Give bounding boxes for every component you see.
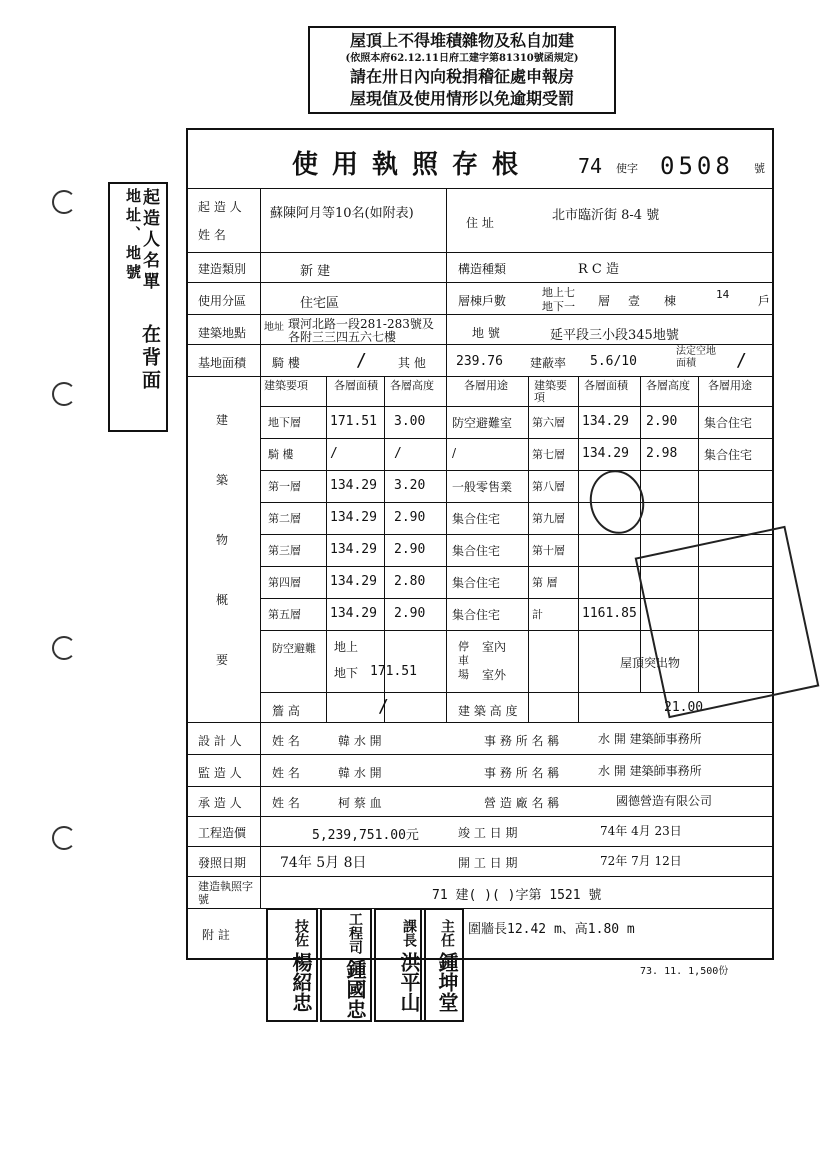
value-use-zone: 住宅區 (300, 296, 340, 311)
label-site-sub: 地址 (264, 322, 284, 333)
value-start: 72年 7月 12日 (600, 854, 682, 868)
notice-box (308, 26, 616, 114)
building-right-height: 2.98 (646, 446, 678, 461)
stamp2-role: 工程司 (347, 911, 363, 954)
building-header-cell: 各層面積 (584, 379, 628, 392)
punch-hole-icon (52, 826, 76, 850)
building-left-height: 3.00 (394, 414, 426, 429)
building-right-floor: 計 (532, 608, 543, 621)
building-left-area: 134.29 (330, 542, 377, 557)
label-supervisor-name: 姓 名 (272, 766, 300, 780)
building-header-cell: 各層用途 (708, 379, 752, 392)
unit-bldg: 棟 (664, 294, 677, 308)
label-address: 住 址 (466, 216, 494, 230)
building-right-area: 1161.85 (582, 606, 637, 621)
approval-stamp-3 (374, 908, 426, 1022)
permit-year: 74 (578, 154, 603, 178)
value-complete: 74年 4月 23日 (600, 824, 682, 838)
label-designer-office: 事 務 所 名 稱 (484, 734, 560, 748)
label-supervisor-office: 事 務 所 名 稱 (484, 766, 560, 780)
approval-stamp-1 (266, 908, 318, 1022)
label-arcade: 騎 樓 (272, 356, 300, 370)
permit-suffix: 號 (754, 162, 765, 175)
building-left-height: 2.90 (394, 510, 426, 525)
building-left-height: 3.20 (394, 478, 426, 493)
side-col3: 在背面 (139, 324, 161, 393)
label-bldg-height: 建 築 高 度 (458, 704, 518, 718)
building-left-area: 134.29 (330, 510, 377, 525)
label-parking-out: 室外 (482, 668, 507, 682)
stamp2-name: 鍾國忠 (343, 958, 367, 1019)
value-eave: / (378, 696, 389, 717)
building-side-char: 築 (216, 473, 229, 487)
building-header-cell: 建築要項 (534, 379, 567, 404)
label-structure: 構造種類 (458, 262, 507, 276)
value-other: 239.76 (456, 354, 503, 369)
building-side-char: 要 (216, 653, 229, 667)
value-note: 圍牆長12.42 m、高1.80 m (468, 922, 635, 937)
value-coverage: 5.6/10 (590, 354, 637, 369)
value-structure: R C 造 (578, 262, 619, 277)
label-note: 附 註 (202, 928, 230, 942)
building-left-height: 2.80 (394, 574, 426, 589)
notice-line1: 屋頂上不得堆積雜物及私自加建 (349, 31, 574, 50)
notice-line2: (依照本府62.12.11日府工建字第81310號函規定) (345, 53, 579, 64)
value-contractor: 柯 蔡 血 (338, 796, 382, 810)
value-floors-below: 地下一 (542, 300, 575, 313)
building-right-floor: 第九層 (532, 512, 565, 525)
value-arcade: / (356, 350, 367, 371)
building-left-height: / (394, 446, 402, 461)
value-legal-open: / (736, 350, 747, 371)
building-left-area: 134.29 (330, 478, 377, 493)
label-site: 建築地點 (198, 326, 247, 340)
building-header-cell: 各層用途 (464, 379, 508, 392)
building-right-area: 134.29 (582, 414, 629, 429)
building-right-height: 2.90 (646, 414, 678, 429)
stamp3-name: 洪平山 (397, 951, 421, 1012)
label-floors: 層棟戶數 (458, 294, 507, 308)
label-lot: 地 號 (472, 326, 500, 340)
building-left-floor: 第三層 (268, 544, 301, 557)
building-left-area: 171.51 (330, 414, 377, 429)
label-use-zone: 使用分區 (198, 294, 247, 308)
label-roof: 屋頂突出物 (620, 656, 681, 670)
building-left-use: / (452, 446, 457, 460)
punch-hole-icon (52, 382, 76, 406)
value-address: 北市臨沂街 8-4 號 (552, 208, 660, 223)
label-designer-name: 姓 名 (272, 734, 300, 748)
building-right-floor: 第八層 (532, 480, 565, 493)
building-left-floor: 地下層 (268, 416, 301, 429)
side-col1: 起造人名單 (139, 188, 159, 293)
value-households: 14 (716, 288, 730, 301)
building-left-area: 134.29 (330, 574, 377, 589)
permit-number: 0508 (660, 152, 734, 180)
form-footer: 73. 11. 1,500份 (640, 966, 729, 977)
stamp1-role: 技佐 (293, 918, 309, 947)
building-left-area: / (330, 446, 338, 461)
building-left-use: 集合住宅 (452, 512, 501, 526)
building-side-label (216, 390, 232, 690)
approval-stamp-4 (420, 908, 464, 1022)
building-right-floor: 第 層 (532, 576, 558, 589)
unit-floors: 層 (598, 294, 611, 308)
label-contractor: 承 造 人 (198, 796, 242, 810)
label-shelter: 防空避難 (272, 642, 316, 655)
label-area: 基地面積 (198, 356, 247, 370)
value-site: 環河北路一段281-283號及各附三三四五六七樓 (288, 317, 434, 344)
value-bldg-count: 壹 (628, 294, 641, 308)
form-title: 使用執照存根 (292, 150, 533, 180)
official-seal-icon (635, 526, 820, 718)
label-designer: 設 計 人 (198, 734, 242, 748)
label-eave: 簷 高 (272, 704, 300, 718)
punch-hole-icon (52, 636, 76, 660)
building-left-use: 集合住宅 (452, 544, 501, 558)
unit-households: 戶 (758, 294, 771, 308)
value-floors-above: 地上七 (542, 286, 575, 299)
building-left-floor: 騎 樓 (268, 448, 294, 461)
building-left-height: 2.90 (394, 606, 426, 621)
building-left-height: 2.90 (394, 542, 426, 557)
building-left-floor: 第五層 (268, 608, 301, 621)
stamp1-name: 楊紹忠 (289, 951, 313, 1012)
value-supervisor: 韓 水 開 (338, 766, 382, 780)
punch-hole-icon (52, 190, 76, 214)
label-issue: 發照日期 (198, 856, 247, 870)
building-header-cell: 建築要項 (264, 379, 308, 392)
building-right-use: 集合住宅 (704, 416, 753, 430)
stamp4-name: 鍾坤堂 (435, 951, 459, 1012)
value-applicant: 蘇陳阿月等10名(如附表) (270, 206, 414, 221)
building-left-floor: 第二層 (268, 512, 301, 525)
label-name: 姓 名 (198, 228, 226, 242)
building-left-use: 集合住宅 (452, 608, 501, 622)
side-note (108, 182, 168, 432)
label-parking-in: 室內 (482, 640, 507, 654)
building-right-area: 134.29 (582, 446, 629, 461)
label-cost: 工程造價 (198, 826, 247, 840)
building-right-floor: 第十層 (532, 544, 565, 557)
value-designer-office: 水 開 建築師事務所 (598, 732, 702, 746)
label-build-type: 建造類別 (198, 262, 247, 276)
building-right-floor: 第六層 (532, 416, 565, 429)
notice-line3: 請在卅日內向稅捐稽征處申報房 (349, 67, 574, 86)
permit-form (186, 128, 774, 960)
building-side-char: 概 (216, 593, 229, 607)
value-lot: 延平段三小段345地號 (550, 328, 679, 343)
value-permit: 71 建( )( )字第 1521 號 (432, 888, 602, 903)
label-contractor-firm: 營 造 廠 名 稱 (484, 796, 560, 810)
building-side-char: 物 (216, 533, 229, 547)
building-left-use: 防空避難室 (452, 416, 513, 430)
label-legal-open: 法定空地面積 (676, 346, 716, 369)
value-shelter-below: 171.51 (370, 664, 417, 679)
notice-line4: 屋現值及使用情形以免逾期受罰 (349, 89, 574, 108)
value-supervisor-office: 水 開 建築師事務所 (598, 764, 702, 778)
value-bldg-height: 21.00 (664, 700, 704, 715)
label-start: 開 工 日 期 (458, 856, 518, 870)
building-header-cell: 各層面積 (334, 379, 378, 392)
label-shelter-above: 地上 (334, 640, 359, 654)
approval-stamp-2 (320, 908, 372, 1022)
label-shelter-below: 地下 (334, 666, 359, 680)
building-left-use: 一般零售業 (452, 480, 513, 494)
building-header-cell: 各層高度 (646, 379, 690, 392)
label-supervisor: 監 造 人 (198, 766, 242, 780)
value-contractor-firm: 國德營造有限公司 (616, 794, 713, 808)
permit-char: 使字 (616, 162, 638, 175)
building-left-area: 134.29 (330, 606, 377, 621)
building-left-use: 集合住宅 (452, 576, 501, 590)
label-complete: 竣 工 日 期 (458, 826, 518, 840)
stamp4-role: 主任 (439, 918, 455, 947)
label-permit: 建造執照字號 (198, 880, 253, 906)
label-contractor-name: 姓 名 (272, 796, 300, 810)
building-left-floor: 第一層 (268, 480, 301, 493)
value-build-type: 新 建 (300, 264, 331, 279)
building-right-floor: 第七層 (532, 448, 565, 461)
value-issue: 74年 5月 8日 (280, 855, 367, 871)
value-cost: 5,239,751.00元 (312, 828, 419, 843)
label-other: 其 他 (398, 356, 426, 370)
building-side-char: 建 (216, 413, 229, 427)
stamp3-role: 課長 (401, 918, 417, 947)
building-left-floor: 第四層 (268, 576, 301, 589)
label-coverage: 建蔽率 (530, 356, 567, 370)
building-right-use: 集合住宅 (704, 448, 753, 462)
label-applicant: 起 造 人 (198, 200, 242, 214)
building-header-cell: 各層高度 (390, 379, 434, 392)
side-col2: 地址、地號 (124, 188, 142, 283)
label-parking: 停車場 (458, 640, 469, 681)
value-designer: 韓 水 開 (338, 734, 382, 748)
